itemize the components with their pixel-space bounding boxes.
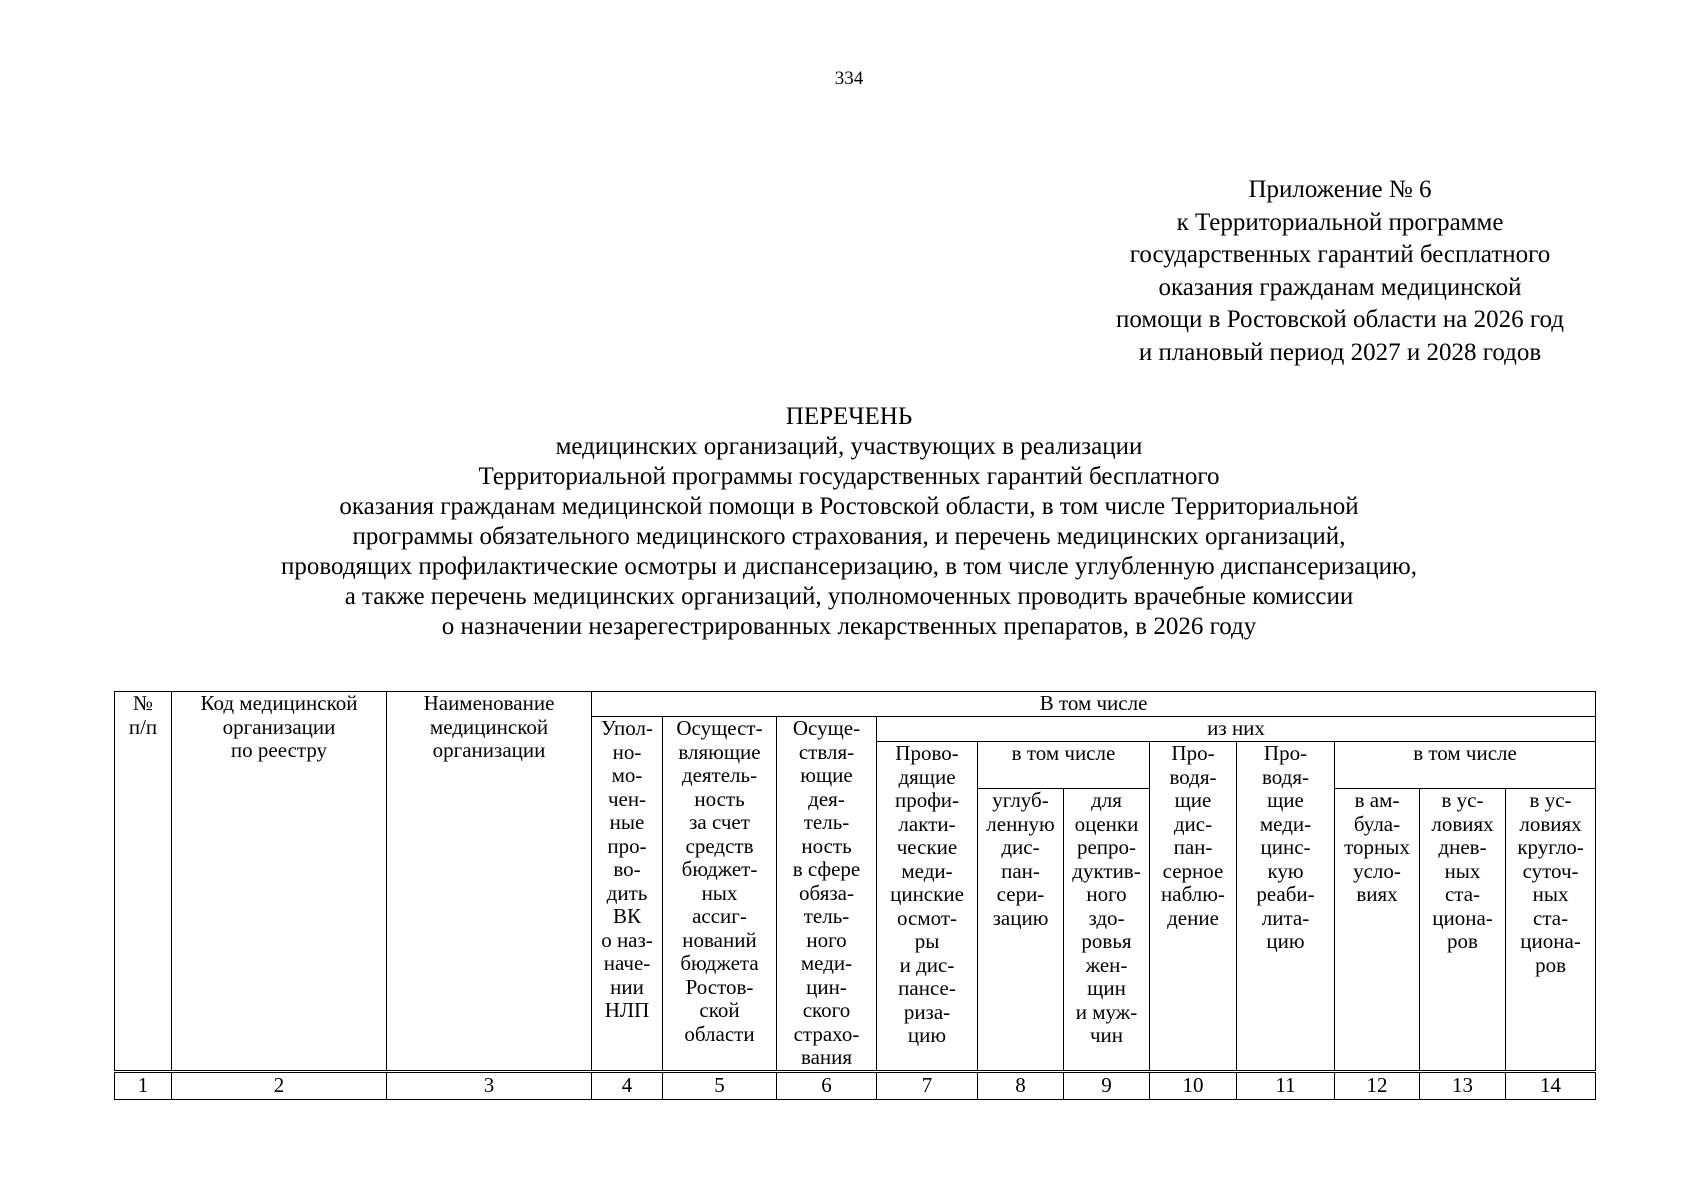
column-number: 2 [172, 1071, 387, 1099]
appendix-line: к Территориальной программе [1176, 208, 1504, 236]
appendix-block [1060, 174, 1620, 369]
subtitle-line: Территориальной программы государственных гарантий бесплатного [478, 463, 1220, 490]
column-number: 10 [1150, 1071, 1237, 1099]
header-line: ные [609, 810, 645, 834]
header-line: дуктив- [1072, 858, 1141, 883]
header-line: ры [914, 929, 940, 953]
header-line: организации [432, 738, 546, 762]
header-rehabilitation [1237, 742, 1335, 1072]
header-line: для [1091, 788, 1122, 812]
header-outpatient [1335, 789, 1420, 1072]
header-line: суточ- [1522, 858, 1579, 883]
column-number: 14 [1506, 1071, 1596, 1099]
header-line: бюджет- [681, 857, 758, 881]
header-line: наче- [603, 951, 651, 975]
header-line: Упол- [601, 716, 653, 740]
header-line: ность [801, 833, 852, 858]
appendix-line: помощи в Ростовской области на 2026 год [1116, 306, 1564, 333]
header-line: кругло- [1517, 835, 1584, 859]
header-line: дение [1167, 905, 1219, 930]
header-line: и дис- [899, 952, 955, 977]
header-line: циона- [1520, 929, 1581, 953]
header-line: Осущест- [676, 716, 763, 740]
header-line: чен- [607, 786, 647, 811]
subtitle-line: оказания гражданам медицинской помощи в Ростовской области, в том числе Территориальной [339, 493, 1359, 520]
header-line: днев- [1438, 835, 1487, 859]
header-line: о наз- [601, 927, 653, 952]
header-line: риза- [903, 999, 951, 1024]
header-day-hospital [1420, 789, 1506, 1072]
header-line: страхо- [793, 1021, 860, 1046]
subtitle-line: проводящих профилактические осмотры и диспансеризацию, в том числе углубленную диспансеризацию, [281, 553, 1417, 580]
page-number: 334 [834, 68, 864, 89]
header-line: вляющие [678, 739, 761, 764]
column-number: 3 [387, 1071, 592, 1099]
header-line: области [684, 1021, 755, 1046]
header-dispensary-observation [1150, 742, 1237, 1072]
header-line: наблю- [1161, 882, 1225, 906]
header-line: ста- [1533, 905, 1569, 930]
header-group-of-them: из них [877, 717, 1596, 742]
header-line: ров [1447, 929, 1478, 953]
header-line: ловиях [1431, 811, 1494, 836]
appendix-line: государственных гарантий бесплатного [1129, 241, 1551, 268]
header-line: пан- [1173, 835, 1213, 859]
header-line: ров [1535, 952, 1566, 977]
header-organization-name [387, 692, 592, 1072]
header-line: меди- [800, 951, 853, 975]
header-line: водя- [1261, 764, 1309, 789]
header-line: ВК [612, 904, 641, 928]
header-line: цию [907, 1023, 947, 1047]
header-group-including-8-9: в том числе [978, 742, 1150, 789]
header-line: ных [701, 880, 738, 905]
header-line: осмот- [896, 905, 958, 930]
header-line: пансе- [898, 976, 956, 1000]
subtitle-line: о назначении незарегестрированных лекарственных препаратов, в 2026 году [441, 613, 1257, 640]
header-line: дить [606, 880, 648, 905]
header-line: серное [1162, 858, 1224, 883]
header-line: и муж- [1075, 999, 1138, 1024]
header-line: ленную [986, 811, 1055, 836]
column-number: 5 [663, 1071, 777, 1099]
header-line: тель- [803, 810, 850, 834]
organizations-table [114, 691, 1596, 1100]
header-line: медицинской [429, 714, 549, 739]
header-line: в сфере [792, 857, 861, 881]
header-line: мо- [611, 763, 643, 787]
header-line: щие [1174, 788, 1212, 812]
header-line: деятель- [681, 763, 758, 787]
appendix-line: и плановый период 2027 и 2028 годов [1138, 338, 1542, 366]
header-line: кую [1267, 858, 1304, 883]
header-line: виях [1356, 882, 1398, 906]
header-line: НЛП [604, 998, 650, 1022]
header-line: меди- [901, 858, 953, 883]
header-line: углуб- [992, 788, 1049, 812]
header-line: ского [802, 998, 851, 1022]
header-line: ассиг- [692, 904, 747, 928]
column-number: 13 [1420, 1071, 1506, 1099]
document-title: ПЕРЕЧЕНЬ [785, 403, 913, 430]
column-number: 9 [1064, 1071, 1150, 1099]
header-line: тель- [803, 904, 850, 928]
header-line: ного [1086, 882, 1127, 906]
header-line: цинские [890, 882, 964, 906]
header-line: здо- [1088, 905, 1125, 930]
header-line: в ус- [1441, 788, 1484, 812]
header-line: меди- [1259, 811, 1312, 836]
header-reproductive-health [1064, 789, 1150, 1072]
column-number: 12 [1335, 1071, 1420, 1099]
header-line: щие [1267, 788, 1304, 812]
header-line: ствля- [798, 739, 855, 764]
header-line: ность [694, 786, 745, 811]
header-line: Про- [1171, 741, 1215, 765]
header-budget-funded [663, 717, 777, 1072]
header-line: во- [613, 857, 641, 881]
column-numbers-row [115, 1071, 1596, 1099]
appendix-line: Приложение № 6 [1248, 176, 1432, 203]
header-line: цию [1266, 929, 1305, 953]
column-number: 1 [115, 1071, 172, 1099]
subtitle-line: программы обязательного медицинского страхования, и перечень медицинских организаций, [352, 523, 1346, 550]
header-line: водя- [1169, 764, 1217, 789]
header-group-including-12-14: в том числе [1335, 742, 1596, 789]
header-line: була- [1353, 811, 1401, 836]
header-line: усло- [1353, 858, 1401, 883]
header-line: организации [222, 714, 336, 739]
header-line: дея- [808, 786, 845, 811]
header-line: дис- [1001, 835, 1040, 859]
header-line: в ам- [1354, 788, 1400, 812]
appendix-line: оказания гражданам медицинской [1158, 273, 1522, 301]
header-number [115, 692, 172, 1072]
header-line: бюджета [680, 951, 759, 975]
header-line: цин- [806, 974, 847, 999]
header-line: реаби- [1256, 882, 1315, 906]
header-line: чин [1089, 1023, 1124, 1047]
column-number: 11 [1237, 1071, 1335, 1099]
header-line: в ус- [1529, 788, 1572, 812]
header-line: по реестру [230, 738, 328, 762]
header-preventive-exams [877, 742, 978, 1072]
header-line: Код медицинской [200, 691, 358, 715]
header-line: циона- [1432, 905, 1493, 930]
header-line: ного [806, 927, 847, 952]
header-line: лакти- [898, 811, 956, 836]
header-authorized-vk [592, 717, 663, 1072]
header-line: Прово- [895, 741, 959, 765]
header-line: ющие [800, 763, 853, 787]
header-line: вания [800, 1045, 853, 1069]
header-in-depth-dispensarization [978, 789, 1064, 1072]
header-line: ста- [1444, 882, 1481, 906]
header-line: оценки [1074, 811, 1139, 836]
header-line: торных [1344, 835, 1410, 859]
subtitle-line: медицинских организаций, участвующих в реализации [555, 433, 1143, 460]
header-line: Ростов- [685, 974, 754, 999]
header-line: обяза- [799, 880, 854, 905]
header-line: ных [1444, 858, 1481, 883]
header-line: зацию [992, 905, 1049, 930]
column-number: 4 [592, 1071, 663, 1099]
column-number: 6 [777, 1071, 877, 1099]
header-line: ской [699, 998, 740, 1022]
header-line: Наименование [423, 691, 555, 715]
column-number: 7 [877, 1071, 978, 1099]
header-oms-activity [777, 717, 877, 1072]
header-line: нии [610, 974, 644, 999]
header-line: п/п [128, 714, 158, 739]
header-group-including: В том числе [592, 692, 1596, 717]
header-line: репро- [1076, 835, 1137, 859]
header-line: цинс- [1260, 835, 1311, 859]
header-line: нований [682, 927, 757, 952]
header-line: пан- [1001, 858, 1040, 883]
header-line: № [132, 691, 154, 715]
header-line: дис- [1173, 811, 1213, 836]
title-block [0, 402, 1698, 642]
header-line: Осуще- [792, 716, 861, 740]
header-round-the-clock-hospital [1506, 789, 1596, 1072]
header-line: Про- [1263, 741, 1308, 765]
column-number: 8 [978, 1071, 1064, 1099]
subtitle-line: а также перечень медицинских организаций, уполномоченных проводить врачебные комиссии [344, 583, 1354, 610]
header-line: ных [1532, 882, 1569, 906]
header-line: профи- [894, 788, 960, 812]
header-line: жен- [1085, 952, 1128, 977]
header-registry-code [172, 692, 387, 1072]
header-line: щин [1087, 976, 1126, 1000]
header-line: ческие [896, 835, 958, 859]
header-line: средств [685, 833, 754, 858]
header-line: за счет [689, 810, 750, 834]
header-line: сери- [996, 882, 1045, 906]
header-line: лита- [1261, 905, 1310, 930]
header-line: ровья [1081, 929, 1132, 953]
header-line: про- [607, 833, 647, 858]
header-line: но- [612, 739, 642, 764]
header-line: ловиях [1519, 811, 1582, 836]
header-line: дящие [898, 764, 956, 789]
